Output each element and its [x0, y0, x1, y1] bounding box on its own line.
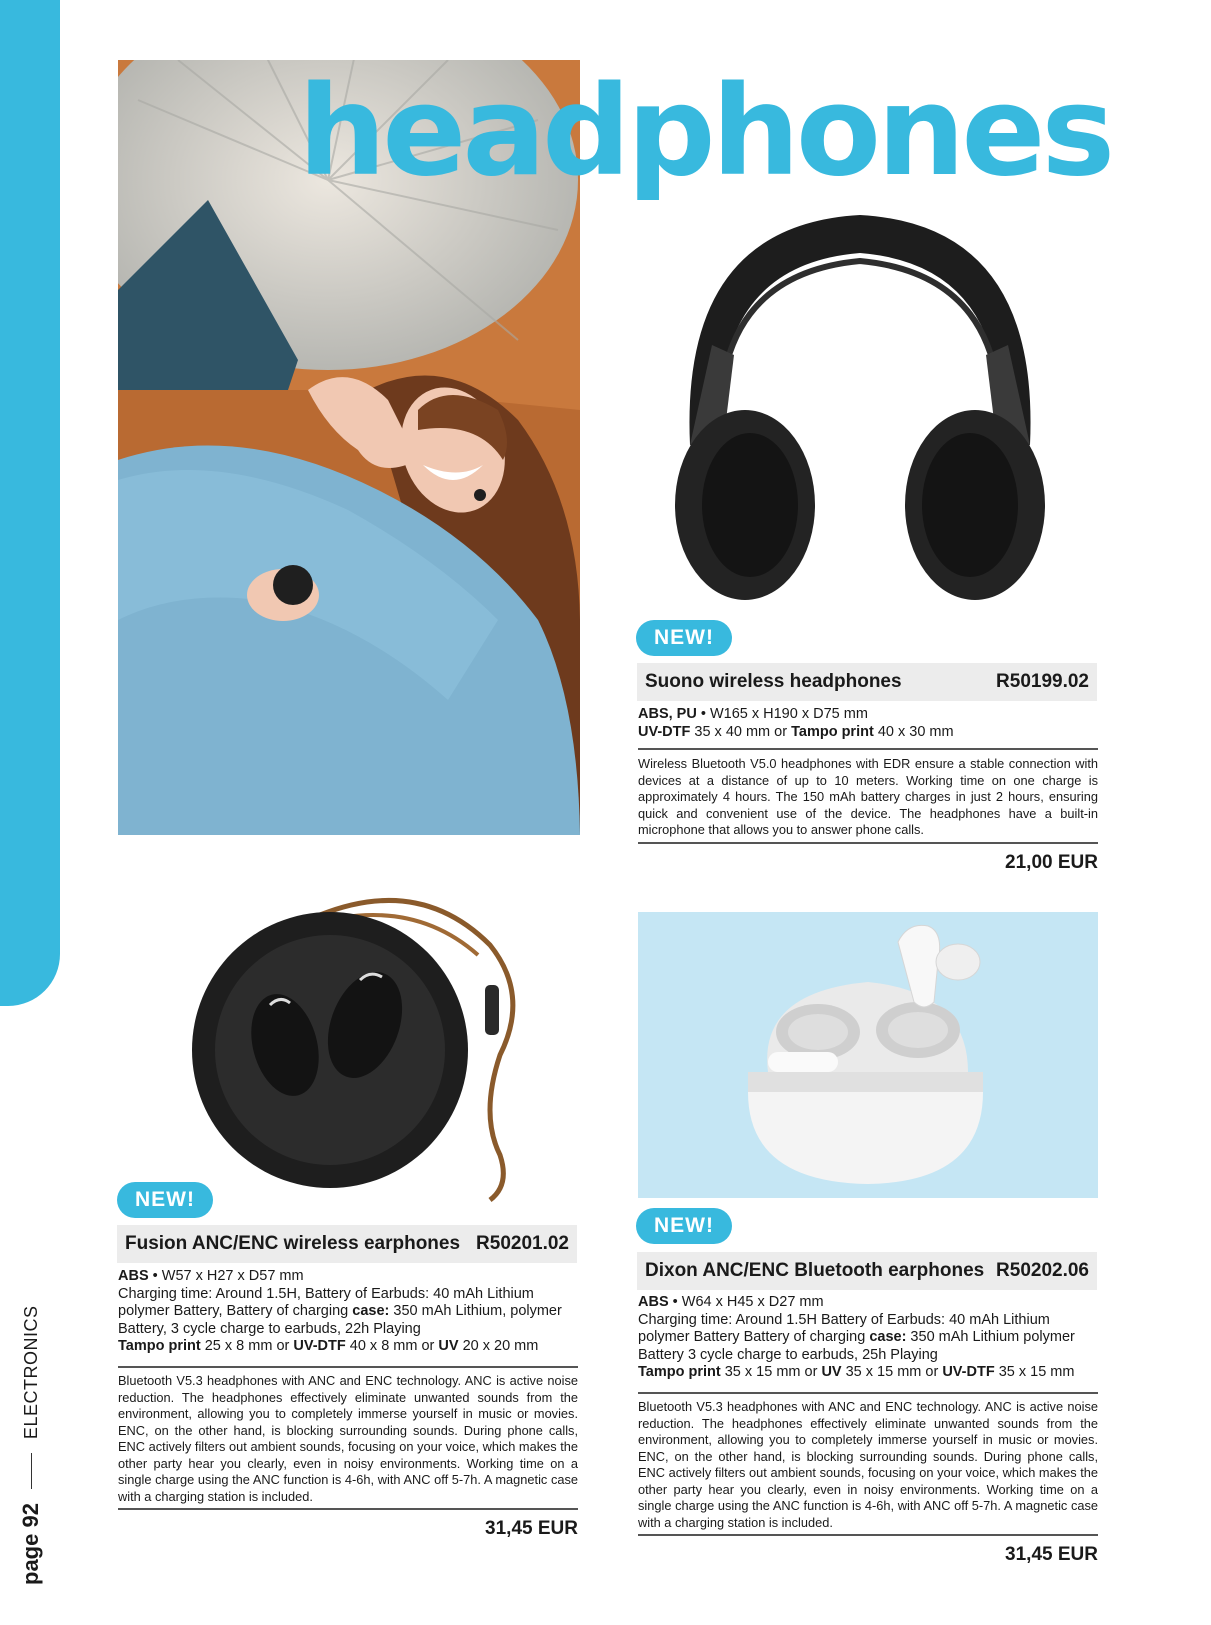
product-specs	[638, 1294, 1098, 1382]
spec-line: ABS • W64 x H45 x D27 mm	[638, 1294, 824, 1310]
product-name: Suono wireless headphones	[645, 671, 902, 692]
product-specs	[118, 1268, 578, 1356]
product-specs	[638, 706, 1098, 741]
product-price: 21,00 EUR	[1005, 852, 1098, 873]
new-badge: NEW!	[636, 1208, 732, 1244]
divider	[638, 748, 1098, 750]
product-description: Wireless Bluetooth V5.0 headphones with EDR ensure a stable connection with devices at a distance of up to 10 meters. Working time on one charge is approximately 4 hours. The 150 mAh battery charges in just 2 hours, ensuring quick and convenient use of the device. The headphones have a built-in microphone that allows you to answer phone calls.	[638, 756, 1098, 837]
product-code: R50201.02	[476, 1233, 569, 1254]
divider	[118, 1366, 578, 1368]
spec-line: Tampo print 35 x 15 mm or UV 35 x 15 mm or UV-DTF 35 x 15 mm	[638, 1364, 1075, 1381]
dixon-earphones-illustration	[638, 912, 1098, 1198]
new-badge: NEW!	[117, 1182, 213, 1218]
spec-line: Charging time: Around 1.5H, Battery of Earbuds: 40 mAh Lithium	[118, 1285, 534, 1302]
section-name: ELECTRONICS	[20, 1305, 41, 1440]
product-price: 31,45 EUR	[1005, 1544, 1098, 1565]
product-name: Dixon ANC/ENC Bluetooth earphones	[645, 1260, 985, 1281]
headphones-photo	[650, 205, 1070, 620]
product-code: R50199.02	[996, 671, 1089, 692]
spec-line: UV-DTF 35 x 40 mm or Tampo print 40 x 30 mm	[638, 723, 954, 740]
product-description: Bluetooth V5.3 headphones with ANC and ENC technology. ANC is active noise reduction. The headphones effectively eliminate unwanted sounds from the environment, allowing you to completely immerse yourself in music or movies. ENC, on the other hand, is blocking surrounding sounds. During phone calls, ENC actively filters out ambient sounds, focusing on your voice, which makes the other party hear you clearly, even in noisy environments. Working time on a single charge using the ANC function is 4-6h, with ANC off 5-7h. A magnetic case with a charging station is included.	[118, 1373, 578, 1504]
new-badge: NEW!	[636, 620, 732, 656]
spec-line: Battery 3 cycle charge to earbuds, 25h Playing	[638, 1346, 938, 1363]
product-name: Fusion ANC/ENC wireless earphones	[125, 1233, 461, 1254]
divider	[638, 842, 1098, 844]
fusion-earphones-illustration	[160, 885, 560, 1205]
divider	[638, 1392, 1098, 1394]
divider	[638, 1534, 1098, 1536]
page-number: page 92	[18, 1503, 43, 1585]
spec-line: ABS, PU • W165 x H190 x D75 mm	[638, 706, 868, 722]
fusion-earphones-photo	[160, 885, 560, 1205]
product-price: 31,45 EUR	[485, 1518, 578, 1539]
page-title: headphones	[298, 60, 1112, 204]
spec-line: ABS • W57 x H27 x D57 mm	[118, 1268, 304, 1284]
product-title-bar	[117, 1225, 577, 1263]
product-title-bar	[637, 1252, 1097, 1290]
product-description: Bluetooth V5.3 headphones with ANC and ENC technology. ANC is active noise reduction. The headphones effectively eliminate unwanted sounds from the environment, allowing you to completely immerse yourself in music or movies. ENC, on the other hand, is blocking surrounding sounds. During phone calls, ENC actively filters out ambient sounds, focusing on your voice, which makes the other party hear you clearly, even in noisy environments. Working time on a single charge using the ANC function is 4-6h, with ANC off 5-7h. A magnetic case with a charging station is included.	[638, 1399, 1098, 1530]
dixon-earphones-photo	[638, 912, 1098, 1198]
page-footer-label	[18, 1245, 50, 1585]
product-title-bar	[637, 663, 1097, 701]
spec-line: Charging time: Around 1.5H Battery of Earbuds: 40 mAh Lithium	[638, 1311, 1050, 1328]
divider	[118, 1508, 578, 1510]
label-separator	[31, 1453, 32, 1489]
product-code: R50202.06	[996, 1260, 1089, 1281]
spec-line: Tampo print 25 x 8 mm or UV-DTF 40 x 8 mm or UV 20 x 20 mm	[118, 1338, 539, 1355]
spec-line: Battery, 3 cycle charge to earbuds, 22h Playing	[118, 1320, 421, 1337]
sidebar-accent-tab	[0, 0, 60, 1006]
spec-line: polymer Battery Battery of charging case: 350 mAh Lithium polymer	[638, 1329, 1075, 1346]
headphones-illustration	[650, 205, 1070, 620]
spec-line: polymer Battery, Battery of charging case: 350 mAh Lithium, polymer	[118, 1303, 562, 1320]
